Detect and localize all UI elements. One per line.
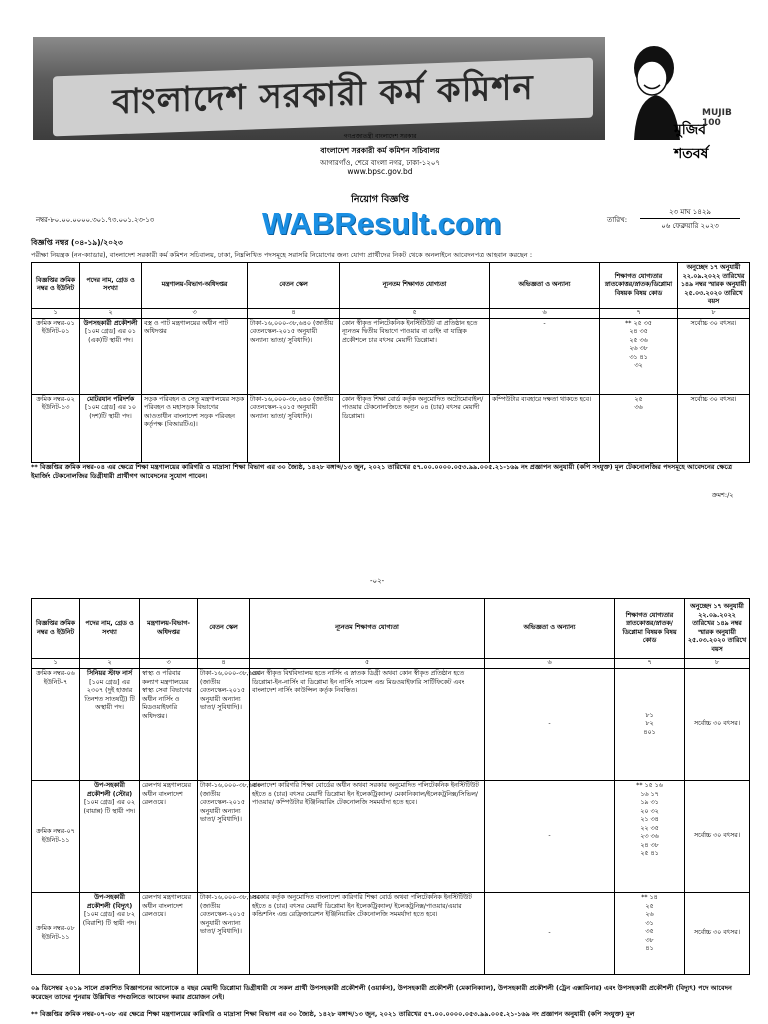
date-english: ০৬ ফেব্রুয়ারি ২০২৩ [661,222,719,230]
page-number: -০২- [370,577,385,585]
col-header-age: অনুচ্ছেদ ১৭ অনুযায়ী ২২.০৯.২০২২ তারিখের ১৪৯ নম্বর স্মারক অনুযায়ী ২৫.০৩.২০২০ তারিখে বয়স [685,599,750,659]
row-serial: ক্রমিক নম্বর-০৮ ইউনিট-১১ [32,893,80,975]
secretariat-line: বাংলাদেশ সরকারী কর্ম কমিশন সচিবালয় [320,146,440,155]
watermark: WABResult.com [262,206,502,241]
row-serial: ক্রমিক নম্বর-০১ ইউনিট-০১ [32,318,80,394]
row-post: উপসহকারী প্রকৌশলী [83,319,138,327]
col-num: ২ [80,659,140,669]
memo-number: নম্বর-৮০.০০.০০০০.৩০১.৭৩.০০১.২৩-১৩ [36,216,155,224]
notice-number: বিজ্ঞপ্তি নম্বর (০৪-১৯)/২০২৩ [31,238,123,247]
col-num: ৫ [250,659,485,669]
banner-text: বাংলাদেশ সরকারী কর্ম কমিশন [53,58,593,137]
row-education: সরকার কর্তৃক অনুমোদিত বাংলাদেশ কারিগরি শিক্ষা বোর্ড অথবা পলিটেকনিক ইনস্টিটিউট হইতে ৪ (চার) বৎসর মেয়াদী ডিপ্লোমা ইন ইলেকট্রিক্যাল/ ইলেকট্রনিক্স/পাওয়ার/এয়ার কন্ডিশনিং এন্ড রেফ্রিজারেশন ইঞ্জিনিয়ারিং টেকনোলজি সমমর্যাদা হতে হবে। [250,893,485,975]
col-header-codes: শিক্ষাগত যোগ্যতার স্নাতকোত্তর/স্নাতক/ডিপ্লোমা বিষয়ক বিষয় কোড [600,263,678,309]
col-num: ৪ [248,308,340,318]
logo-mark: MUJIB 100 [702,108,732,128]
posts-table-page2 [31,598,750,975]
row-education: কোন স্বীকৃত পলিটেকনিক ইনস্টিটিউট বা প্রতিষ্ঠান হতে ন্যূনতম দ্বিতীয় বিভাগে পাওয়ার বা ডাইং বা যান্ত্রিক প্রকৌশলে চার বৎসর মেয়াদী ডিপ্লোমা। [340,318,490,394]
row-experience: - [485,893,615,975]
row-serial: ক্রমিক নম্বর-০৬ ইউনিট-৭ [32,669,80,781]
row-experience: - [485,669,615,781]
col-header-codes: শিক্ষাগত যোগ্যতার স্নাতকোত্তর/স্নাতক/ ডিপ্লোমা বিষয়ক বিষয় কোড [615,599,685,659]
row-salary: টাকা-১৬,০০০-৩৮,৬৪০ (জাতীয় বেতনস্কেল-২০১৫ অনুযায়ী অন্যান্য ভাতা/ সুবিধাদি)। [248,394,340,462]
row-ministry: স্বাস্থ্য ও পরিবার কল্যাণ মন্ত্রণালয়ের স্বাস্থ্য সেবা বিভাগের অধীন নার্সিং ও মিডওয়াইফারি অধিদপ্তর। [140,669,198,781]
row-age: সর্বোচ্চ ৩০ বৎসর। [685,781,750,893]
col-header-salary: বেতন স্কেল [248,263,340,309]
row-codes: ৮১ ৮২ ৪০১ [615,669,685,781]
col-header-post: পদের নাম, গ্রেড ও সংখ্যা [80,263,142,309]
col-header-post: পদের নাম, গ্রেড ও সংখ্যা [80,599,140,659]
row-experience: কম্পিউটার ব্যবহারে দক্ষতা থাকতে হবে। [490,394,600,462]
col-header-experience: অভিজ্ঞতা ও অন্যান্য [485,599,615,659]
col-num: ৫ [340,308,490,318]
notice-title: নিয়োগ বিজ্ঞপ্তি [351,194,409,205]
table-row [32,669,750,781]
row-age: সর্বোচ্চ ৩০ বৎসর। [685,893,750,975]
row-salary: টাকা-১৬,০০০-৩৮,৬৪০ (জাতীয় বেতনস্কেল-২০১৫ অনুযায়ী অন্যান্য ভাতা/ সুবিধাদি)। [198,781,250,893]
header-banner-image [33,37,605,140]
row-serial: ক্রমিক নম্বর-০৭ ইউনিট-১১ [32,781,80,893]
date-label: তারিখ: [607,216,628,224]
row-experience: - [490,318,600,394]
col-num: ১ [32,659,80,669]
intro-text: পরীক্ষা নিয়ন্ত্রক (নন-ক্যাডার), বাংলাদেশ সরকারী কর্ম কমিশন সচিবালয়, ঢাকা, নিম্নলিখিত পদসমূহে সরাসরি নিয়োগের জন্য যোগ্য প্রার্থীদের নিকট থেকে অনলাইনে আবেদনপত্র আহবান করছেন : [31,251,533,259]
col-num: ৭ [615,659,685,669]
col-num: ৮ [685,659,750,669]
footnote-page2a: ০৯ ডিসেম্বর ২০১৯ সালে প্রকাশিত বিজ্ঞাপনের আলোকে ৪ বছর মেয়াদী ডিপ্লোমা ডিগ্রীধারী যে সকল প্রার্থী উপসহকারী প্রকৌশলী (ওয়ার্কস), উপসহকারী প্রকৌশলী (মেকানিক্যাল), উপসহকারী প্রকৌশলী (ট্রেন এক্সামিনার) এবং উপসহকারী প্রকৌশলী (বিদ্যুৎ) পদে আবেদন করেছেন তাদের পুনরায় উল্লিখিত পদগুলিতে আবেদন করার প্রয়োজন নেই। [31,984,732,1002]
row-ministry: রেলপথ মন্ত্রণালয়ের অধীন বাংলাদেশ রেলওয়ে। [140,893,198,975]
row-salary: টাকা-১৬,০০০-৩৮,৬৪০ (জাতীয় বেতনস্কেল-২০১৫ অনুযায়ী অন্যান্য ভাতা/ সুবিধাদি)। [198,669,250,781]
col-num: ৬ [490,308,600,318]
col-num: ৩ [140,659,198,669]
posts-table-page1 [31,262,750,463]
col-header-salary: বেতন স্কেল [198,599,250,659]
row-codes: ** ২৫ ৩৫ ২৪ ৩৫ ২৫ ৩৬ ২৬ ৩৮ ৩১ ৪১ ৩২ [600,318,678,394]
website-link[interactable]: www.bpsc.gov.bd [347,167,413,176]
date-bangla: ২৩ মাঘ ১৪২৯ [640,206,740,219]
col-num: ৭ [600,308,678,318]
row-experience: - [485,781,615,893]
row-education: বাংলাদেশ কারিগরি শিক্ষা বোর্ডের অধীন অথবা সরকার অনুমোদিত পলিটেকনিক ইনস্টিটিউট হইতে ৪ (চার) বৎসর মেয়াদী ডিপ্লোমা ইন ইলেকট্রিক্যাল/ মেকানিক্যাল/ইলেকট্রনিক্স/সিভিল/পাওয়ার/ কম্পিউটার ইঞ্জিনিয়ারিং টেকনোলজি সমমর্যাদা হতে হবে। [250,781,485,893]
footnote-page1: ** বিজ্ঞপ্তির ক্রমিক নম্বর-০৪ এর ক্ষেত্রে শিক্ষা মন্ত্রণালয়ের কারিগরি ও মাদ্রাসা শিক্ষা বিভাগ এর ৩০ জ্যৈষ্ঠ, ১৪২৮ বঙ্গাব্দ/১৩ জুন, ২০২১ তারিখের ৫৭.০০.০০০০.০৫৩.৯৯.০০৫.২১-১৬৯ নং প্রজ্ঞাপন অনুযায়ী (কপি সংযুক্ত) মূল টেকনোলজির পদসমূহে আবেদনের ক্ষেত্রে ইমার্জিং টেকনোলজির ডিগ্রীধারী প্রার্থীগণ আবেদনের সুযোগ পাবেন। [31,463,732,481]
table-row [32,394,750,462]
row-age: সর্বোচ্চ ৩০ বৎসর। [685,669,750,781]
row-ministry: বস্ত্র ও পাট মন্ত্রণালয়ের অধীন পাট অধিদপ্তর [142,318,248,394]
table-row [32,893,750,975]
row-salary: টাকা-১৬,০০০-৩৮,৬৪০ (জাতীয় বেতনস্কেল-২০১৫ অনুযায়ী অন্যান্য ভাতা/ সুবিধাদি)। [248,318,340,394]
col-header-ministry: মন্ত্রণালয়-বিভাগ-অধিদপ্তর [140,599,198,659]
col-header-experience: অভিজ্ঞতা ও অন্যান্য [490,263,600,309]
row-grade: [১০ম গ্রেড] এর ১০ (দশ)টি স্থায়ী পদ। [85,404,136,420]
row-grade: [১০ম গ্রেড] এর ০১ (এক)টি স্থায়ী পদ। [85,328,136,344]
col-num: ৩ [142,308,248,318]
col-header-serial: বিজ্ঞপ্তির ক্রমিক নম্বর ও ইউনিট [32,263,80,309]
col-header-age: অনুচ্ছেদ ১৭ অনুযায়ী ২২.০৯.২০২২ তারিখের ১৪৯ নম্বর স্মারক অনুযায়ী ২৫.০৩.২০২০ তারিখে বয়স [678,263,750,309]
row-ministry: সড়ক পরিবহন ও সেতু মন্ত্রণালয়ের সড়ক পরিবহন ও মহাসড়ক বিভাগের আওতাধীন বাংলাদেশ সড়ক পরিবহন কর্তৃপক্ষ (বিআরটিএ)। [142,394,248,462]
row-salary: টাকা-১৬,০০০-৩৮,৬৪০ (জাতীয় বেতনস্কেল-২০১৫ অনুযায়ী অন্যান্য ভাতা/ সুবিধাদি)। [198,893,250,975]
mujib-logo [614,40,734,162]
row-post: উপ-সহকারী প্রকৌশলী (স্টোর) [86,782,133,798]
table-row [32,318,750,394]
col-num: ১ [32,308,80,318]
col-num: ২ [80,308,142,318]
row-codes: ** ১৪ ২৫ ২৬ ৩১ ৩৫ ৩৮ ৪১ [615,893,685,975]
row-age: সর্বোচ্চ ৩০ বৎসর। [678,318,750,394]
row-grade: [১০ম গ্রেড] এর ৮২ (বিরাশি) টি স্থায়ী পদ। [82,911,137,927]
col-header-serial: বিজ্ঞপ্তির ক্রমিক নম্বর ও ইউনিট [32,599,80,659]
col-header-education: ন্যূনতম শিক্ষাগত যোগ্যতা [340,263,490,309]
row-codes: ** ১৫ ১৬ ১৬ ১৭ ১৯ ৩১ ২০ ৩২ ২১ ৩৪ ২২ ৩৫ ২৩ ৩৬ ২৪ ৩৮ ২৫ ৪১ [615,781,685,893]
col-num: ৬ [485,659,615,669]
col-header-education: ন্যূনতম শিক্ষাগত যোগ্যতা [250,599,485,659]
row-education: কোন স্বীকৃত বিশ্ববিদ্যালয় হতে নার্সিং এ স্নাতক ডিগ্রী অথবা কোন স্বীকৃত প্রতিষ্ঠান হতে ডিপ্লোমা-ইন-নার্সিং বা ডিপ্লোমা ইন নার্সিং সায়েন্স এন্ড মিডওয়াইফারি সার্টিফিকেট এবং বাংলাদেশ নার্সিং কাউন্সিল কর্তৃক নিবন্ধিত। [250,669,485,781]
govt-line: গণপ্রজাতন্ত্রী বাংলাদেশ সরকার [343,133,417,140]
row-post: উপ-সহকারী প্রকৌশলী (বিদ্যুৎ) [86,894,133,910]
row-codes: ২৫ ৩৬ [600,394,678,462]
continued-marker: ক্রমশ:/২ [712,491,734,499]
row-serial: ক্রমিক নম্বর-০২ ইউনিট-১৩ [32,394,80,462]
col-num: ৮ [678,308,750,318]
logo-text: মুজিব শতবর্ষ [674,122,709,162]
row-education: কোন স্বীকৃত শিক্ষা বোর্ড কর্তৃক অনুমোদিত অটোমোবাইল/পাওয়ার টেকনোলজিতে অন্যূন ০৪ (চার) বৎসর মেয়াদী ডিপ্লোমা। [340,394,490,462]
row-post: সিনিয়র স্টাফ নার্স [87,670,132,677]
row-age: সর্বোচ্চ ৩০ বৎসর। [678,394,750,462]
row-post: মোটরযান পরিদর্শক [86,395,135,403]
row-ministry: রেলপথ মন্ত্রণালয়ের অধীন বাংলাদেশ রেলওয়ে। [140,781,198,893]
row-grade: [১০ম গ্রেড] এর ২৩০৭ (দুই হাজার তিনশত সাতষট্টি) টি অস্থায়ী পদ। [84,678,135,711]
col-header-ministry: মন্ত্রণালয়-বিভাগ-অধিদপ্তর [142,263,248,309]
footnote-page2b: ** বিজ্ঞপ্তির ক্রমিক নম্বর-০৭-০৮ এর ক্ষেত্রে শিক্ষা মন্ত্রণালয়ের কারিগরি ও মাদ্রাসা শিক্ষা বিভাগ এর ৩০ জ্যৈষ্ঠ, ১৪২৮ বঙ্গাব্দ/১৩ জুন, ২০২১ তারিখের ৫৭.০০.০০০০.০৫৩.৯৯.০০৫.২১-১৬৯ নং প্রজ্ঞাপন অনুযায়ী (কপি সংযুক্ত) মূল [31,1010,635,1018]
table-row [32,781,750,893]
row-grade: [১০ম গ্রেড] এর ০২ (বায়ান্ন) টি স্থায়ী পদ। [83,799,136,815]
col-num: ৪ [198,659,250,669]
address-line: আগারগাঁও, শেরে বাংলা নগর, ঢাকা-১২০৭ [320,159,440,167]
